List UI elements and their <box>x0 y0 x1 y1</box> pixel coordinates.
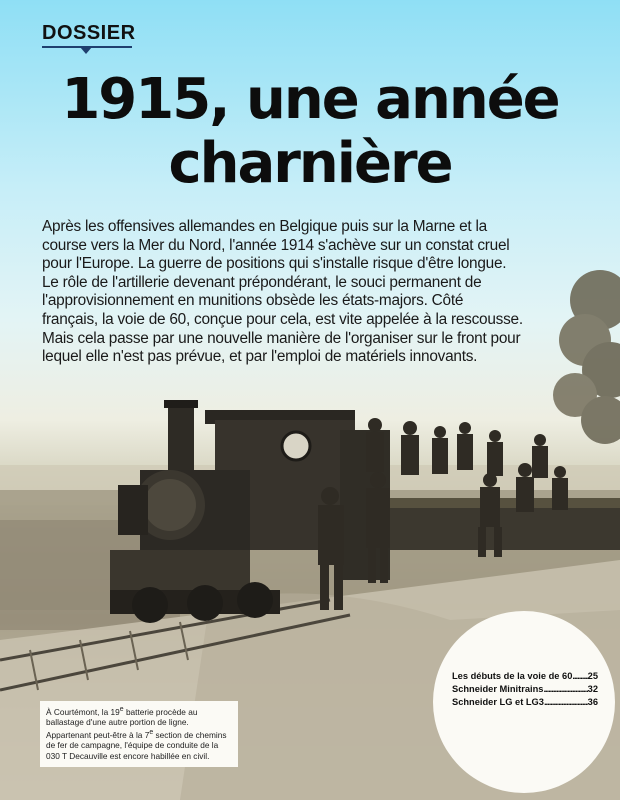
section-marker-icon <box>80 47 92 54</box>
intro-paragraph <box>42 218 582 367</box>
photo-caption: À Courtémont, la 19e batterie procède au ballastage d'une autre portion de ligne. Appartenant peut-être à la 7e section de chemins de fer de campagne, l'équipe de conduite de la 030 T Decauville est encore habillée en civil. <box>40 701 238 767</box>
table-of-contents <box>452 670 598 709</box>
intro-line: lequel elle n'est pas prévue, et par l'emploi de matériels innovants. <box>42 348 478 366</box>
toc-item[interactable]: Les débuts de la voie de 60 ..... 25 <box>452 670 598 683</box>
intro-line: l'approvisionnement en munitions obsède les états-majors. Côté <box>42 292 464 310</box>
intro-line: français, la voie de 60, conçue pour cela, est vite appelée à la rescousse. <box>42 310 523 328</box>
section-label: DOSSIER <box>42 22 136 44</box>
toc-item[interactable]: Schneider Minitrains ..... 32 <box>452 683 598 696</box>
title-line-2: charnière <box>168 131 452 196</box>
intro-line: Le rôle de l'artillerie devenant prépondérant, le souci permanent de <box>42 273 482 291</box>
toc-item[interactable]: Schneider LG et LG3 ..... 36 <box>452 696 598 709</box>
intro-line: Mais cela passe par une nouvelle manière de l'organiser sur le front pour <box>42 329 521 347</box>
title-line-1: 1915, une année <box>61 67 559 132</box>
intro-line: pour l'Europe. La guerre de positions qui s'installe risque d'être longue. <box>42 255 507 273</box>
intro-line: Après les offensives allemandes en Belgique puis sur la Marne et la <box>42 218 487 235</box>
intro-line: course vers la Mer du Nord, l'année 1914 s'achève sur un constat cruel <box>42 236 510 254</box>
page-title <box>0 68 620 196</box>
